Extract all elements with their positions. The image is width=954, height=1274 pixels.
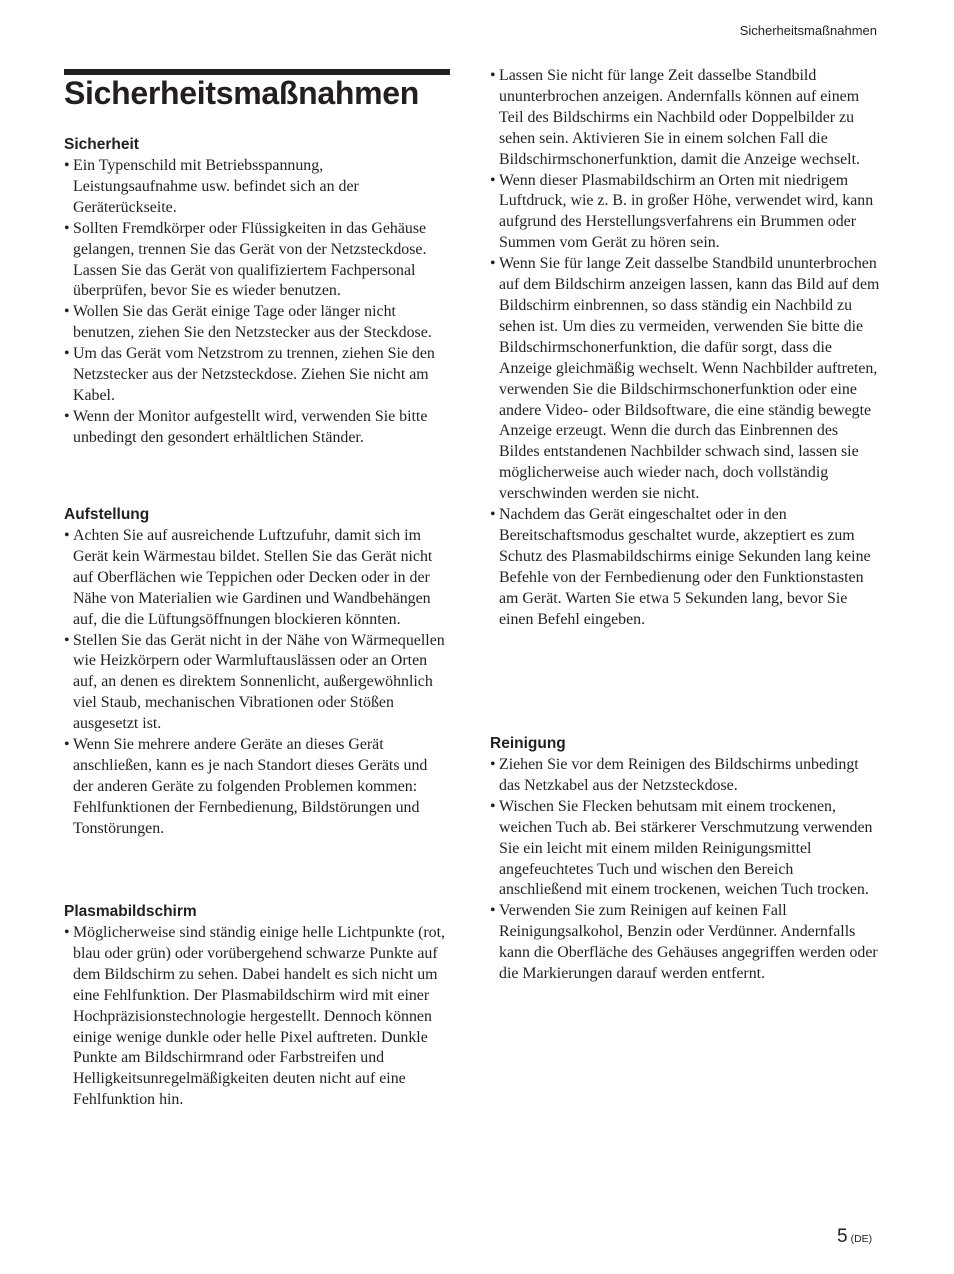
list-item: • Stellen Sie das Gerät nicht in der Nähe von Wärmequellen wie Heizkörpern oder Warmluftauslässen oder an Orten auf, an denen es direktem Sonnenlicht, außergewöhnlich viel Staub, mechanischen Vibrationen oder Stößen ausgesetzt ist.: [64, 631, 450, 736]
section-plasmabildschirm: [64, 902, 450, 1111]
section-heading-plasmabildschirm: Plasmabildschirm: [64, 903, 197, 920]
section-sicherheit: [64, 135, 450, 449]
bullet-list-reinigung: [490, 755, 880, 985]
section-heading-sicherheit: Sicherheit: [64, 136, 139, 153]
list-item: • Möglicherweise sind ständig einige helle Lichtpunkte (rot, blau oder grün) oder vorübergehend schwarze Punkte auf dem Bildschirm zu sehen. Dabei handelt es sich nicht um eine Fehlfunktion. Der Plasmabildschirm wird mit einer Hochpräzisionstechnologie hergestellt. Dennoch können einige wenige dunkle oder helle Pixel auftreten. Dunkle Punkte am Bildschirmrand oder Farbstreifen und Helligkeitsunregelmäßigkeiten deuten nicht auf eine Fehlfunktion hin.: [64, 923, 450, 1111]
section-heading-reinigung: Reinigung: [490, 735, 566, 752]
list-item: • Sollten Fremdkörper oder Flüssigkeiten in das Gehäuse gelangen, trennen Sie das Gerät von der Netzsteckdose. Lassen Sie das Gerät von qualifiziertem Fachpersonal überprüfen, bevor Sie es wieder benutzen.: [64, 219, 450, 303]
section-reinigung: [490, 734, 880, 985]
list-item: • Wenn Sie mehrere andere Geräte an dieses Gerät anschließen, kann es je nach Standort dieses Geräts und der anderen Geräte zu folgenden Problemen kommen: Fehlfunktionen der Fernbedienung, Bildstörungen und Tonstörungen.: [64, 735, 450, 840]
list-item: • Wenn dieser Plasmabildschirm an Orten mit niedrigem Luftdruck, wie z. B. in großer Höhe, verwendet wird, kann aufgrund des Herstellungsverfahrens ein Brummen oder Summen vom Gerät zu hören sein.: [490, 171, 880, 255]
list-item: • Achten Sie auf ausreichende Luftzufuhr, damit sich im Gerät kein Wärmestau bildet. Stellen Sie das Gerät nicht auf Oberflächen wie Teppichen oder Decken oder in der Nähe von Materialien wie Gardinen und Wandbehängen auf, die die Lüftungsöffnungen blockieren könnten.: [64, 526, 450, 631]
bullet-list-plasmabildschirm: [64, 923, 450, 1111]
bullet-list-aufstellung: [64, 526, 450, 840]
page-number-value: 5: [837, 1226, 848, 1247]
section-heading-aufstellung: Aufstellung: [64, 506, 150, 523]
running-header: Sicherheitsmaßnahmen: [739, 23, 877, 38]
section-plasmabildschirm-continued: [490, 66, 880, 630]
list-item: • Wollen Sie das Gerät einige Tage oder länger nicht benutzen, ziehen Sie den Netzstecker aus der Steckdose.: [64, 302, 450, 344]
page-language-code: (DE): [850, 1233, 873, 1245]
page-title: Sicherheitsmaßnahmen: [64, 75, 420, 111]
list-item: • Wenn der Monitor aufgestellt wird, verwenden Sie bitte unbedingt den gesondert erhältlichen Ständer.: [64, 407, 450, 449]
list-item: • Ein Typenschild mit Betriebsspannung, Leistungsaufnahme usw. befindet sich an der Geräterückseite.: [64, 156, 450, 219]
list-item: • Wischen Sie Flecken behutsam mit einem trockenen, weichen Tuch ab. Bei stärkerer Verschmutzung verwenden Sie ein leicht mit einem milden Reinigungsmittel angefeuchtetes Tuch und wischen den Bereich anschließend mit einem trockenen, weichen Tuch trocken.: [490, 797, 880, 902]
list-item: • Verwenden Sie zum Reinigen auf keinen Fall Reinigungsalkohol, Benzin oder Verdünner. Andernfalls kann die Oberfläche des Gehäuses angegriffen werden oder die Markierungen darauf werden entfernt.: [490, 901, 880, 985]
bullet-list-plasmabildschirm-continued: [490, 66, 880, 630]
list-item: • Lassen Sie nicht für lange Zeit dasselbe Standbild ununterbrochen anzeigen. Andernfalls können auf einem Teil des Bildschirms ein Nachbild oder Doppelbilder zu sehen sein. Aktivieren Sie in einem solchen Fall die Bildschirmschonerfunktion, damit die Anzeige wechselt.: [490, 66, 880, 171]
bullet-list-sicherheit: [64, 156, 450, 449]
section-aufstellung: [64, 505, 450, 840]
list-item: • Wenn Sie für lange Zeit dasselbe Standbild ununterbrochen auf dem Bildschirm anzeigen lassen, kann das Bild auf dem Bildschirm einbrennen, so dass ständig ein Nachbild zu sehen ist. Um dies zu vermeiden, verwenden Sie bitte die Bildschirmschonerfunktion, die dafür sorgt, dass die Anzeige gleichmäßig wechselt. Wenn Nachbilder auftreten, verwenden Sie die Bildschirmschonerfunktion oder eine andere Video- oder Bildsoftware, die eine ständig bewegte Anzeige erzeugt. Wenn die durch das Einbrennen des Bildes entstandenen Nachbilder schwach sind, lassen sie möglicherweise auch wieder nach, doch vollständig verschwinden werden sie nicht.: [490, 254, 880, 505]
page-number: [837, 1226, 872, 1248]
list-item: • Um das Gerät vom Netzstrom zu trennen, ziehen Sie den Netzstecker aus der Netzsteckdose. Ziehen Sie nicht am Kabel.: [64, 344, 450, 407]
list-item: • Ziehen Sie vor dem Reinigen des Bildschirms unbedingt das Netzkabel aus der Netzsteckdose.: [490, 755, 880, 797]
list-item: • Nachdem das Gerät eingeschaltet oder in den Bereitschaftsmodus geschaltet wurde, akzeptiert es zum Schutz des Plasmabildschirms einige Sekunden lang keine Befehle von der Fernbedienung oder den Funktionstasten am Gerät. Warten Sie etwa 5 Sekunden lang, bevor Sie einen Befehl eingeben.: [490, 505, 880, 630]
